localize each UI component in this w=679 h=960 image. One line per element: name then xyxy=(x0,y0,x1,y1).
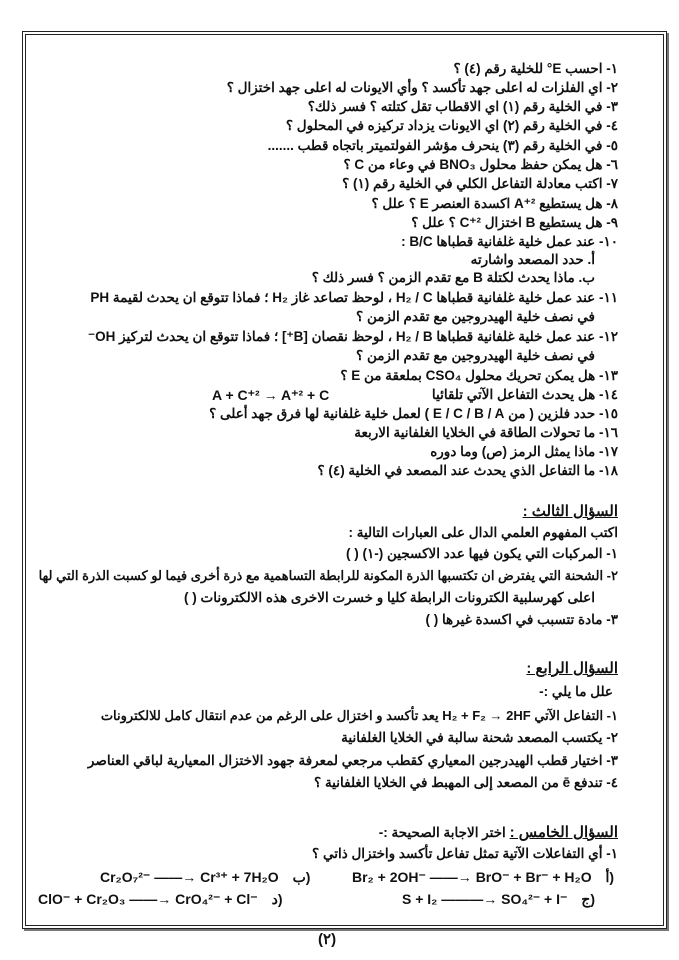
question-line: ٣- مادة تتسبب في اكسدة غيرها ( ) xyxy=(425,612,618,627)
section-heading: السؤال الثالث : xyxy=(522,503,618,520)
question-line: ٢- يكتسب المصعد شحنة سالبة في الخلايا الغلفانية xyxy=(341,730,618,745)
instruction: اكتب المفهوم العلمي الدال على العبارات التالية : xyxy=(348,525,618,540)
option-c[interactable] xyxy=(402,890,595,908)
option-equation: Cr₂O₇²⁻ ——→ Cr³⁺ + 7H₂O xyxy=(100,869,279,885)
question-line: ١٣- هل يمكن تحريك محلول CSO₄ بملعقة من E ؟ xyxy=(340,368,618,383)
question-line: ٢- الشحنة التي يفترض ان تكتسبها الذرة المكونة للرابطة التساهمية مع ذرة أخرى فيما لو كسبت الذرة التي لها xyxy=(38,568,618,583)
option-letter: أ) xyxy=(605,869,615,885)
question-line: ٣- اختيار قطب الهيدرجين المعياري كقطب مرجعي لمعرفة جهود الاختزال المعيارية لباقي العناصر xyxy=(87,753,618,768)
option-equation: Br₂ + 2OH⁻ ——→ BrO⁻ + Br⁻ + H₂O xyxy=(352,869,592,885)
section-heading: السؤال الرابع : xyxy=(526,660,618,677)
question-line: ١- المركبات التي يكون فيها عدد الاكسجين (-١) ( ) xyxy=(345,546,618,561)
page-number: (٢) xyxy=(318,931,337,948)
question-line: ١٦- ما تحولات الطاقة في الخلايا الغلفانية الاربعة xyxy=(354,425,618,440)
option-letter: ج) xyxy=(581,891,595,907)
option-letter: ب) xyxy=(292,869,311,885)
question-subline: ب. ماذا يحدث لكتلة B مع تقدم الزمن ؟ فسر ذلك ؟ xyxy=(311,270,595,285)
question-subline: في نصف خلية الهيدروجين مع تقدم الزمن ؟ xyxy=(356,348,595,363)
reaction-equation: A + C⁺² → A⁺² + C xyxy=(212,387,330,403)
question-line: ١- احسب E° للخلية رقم (٤) ؟ xyxy=(453,61,618,76)
option-a[interactable] xyxy=(352,868,614,886)
question-line: ٢- اي الفلزات له اعلى جهد تأكسد ؟ وأي الايونات له اعلى جهد اختزال ؟ xyxy=(226,80,618,95)
question-line: ٦- هل يمكن حفظ محلول BNO₃ في وعاء من C ؟ xyxy=(343,157,618,172)
question-subline: أ. حدد المصعد واشارته xyxy=(470,252,595,267)
question-line: ٥- في الخلية رقم (٣) ينحرف مؤشر الفولتميتر باتجاه قطب ....... xyxy=(267,138,618,153)
question-line: ١٤- هل يحدث التفاعل الآتي تلقائيا xyxy=(431,387,618,402)
option-letter: د) xyxy=(271,891,283,907)
instruction: اختر الاجابة الصحيحة :- xyxy=(378,825,506,840)
option-equation: S + I₂ ———→ SO₄²⁻ + I⁻ xyxy=(402,891,568,907)
question-line: ١٠- عند عمل خلية غلفانية قطباها B/C : xyxy=(401,234,618,249)
option-b[interactable] xyxy=(100,868,310,886)
question-subline: اعلى كهرسلبية الكترونات الرابطة كليا و خسرت الاخرى هذه الالكترونات ( ) xyxy=(184,590,595,605)
section-heading: السؤال الخامس : xyxy=(509,824,618,841)
question-line: ٤- تندفع ē من المصعد إلى المهبط في الخلايا الغلفانية ؟ xyxy=(314,775,618,790)
question-line: ٣- في الخلية رقم (١) اي الاقطاب تقل كتلته ؟ فسر ذلك؟ xyxy=(307,99,618,114)
question-line: ٤- في الخلية رقم (٢) اي الايونات يزداد تركيزه في المحلول ؟ xyxy=(285,118,618,133)
question-line: ٨- هل يستطيع A⁺² اكسدة العنصر E ؟ علل ؟ xyxy=(371,196,618,211)
question-line: ١١- عند عمل خلية غلفانية قطباها H₂ / C ، لوحظ تصاعد غاز H₂ ؛ فماذا تتوقع ان يحدث لقيمة PH xyxy=(90,290,618,305)
question-line: ١٨- ما التفاعل الذي يحدث عند المصعد في الخلية (٤) ؟ xyxy=(317,463,618,478)
question-line: ٩- هل يستطيع B اختزال C⁺² ؟ علل ؟ xyxy=(411,215,618,230)
question-line: ١٥- حدد فلزين ( من E / C / B / A ) لعمل خلية غلفانية لها فرق جهد أعلى ؟ xyxy=(209,406,618,421)
section-heading-row xyxy=(379,824,618,842)
question-subline: في نصف خلية الهيدروجين مع تقدم الزمن ؟ xyxy=(356,309,595,324)
instruction: علل ما يلي :- xyxy=(539,684,613,699)
question-line: ١٢- عند عمل خلية غلفانية قطباها H₂ / B ، لوحظ نقصان [B⁺] ؛ فماذا تتوقع ان يحدث لتركيز OH⁻ xyxy=(87,329,618,344)
question-line: ٧- اكتب معادلة التفاعل الكلي في الخلية رقم (١) ؟ xyxy=(342,176,618,191)
question-line: ١- أي التفاعلات الآتية تمثل تفاعل تأكسد واختزال ذاتي ؟ xyxy=(312,846,618,861)
question-line: ١- التفاعل الآتي H₂ + F₂ → 2HF يعد تأكسد و اختزال على الرغم من عدم انتقال كامل للالكترونات xyxy=(100,708,618,723)
question-line: ١٧- ماذا يمثل الرمز (ص) وما دوره xyxy=(430,444,618,459)
option-d[interactable] xyxy=(38,890,282,908)
option-equation: ClO⁻ + Cr₂O₃ ——→ CrO₄²⁻ + Cl⁻ xyxy=(38,891,258,907)
